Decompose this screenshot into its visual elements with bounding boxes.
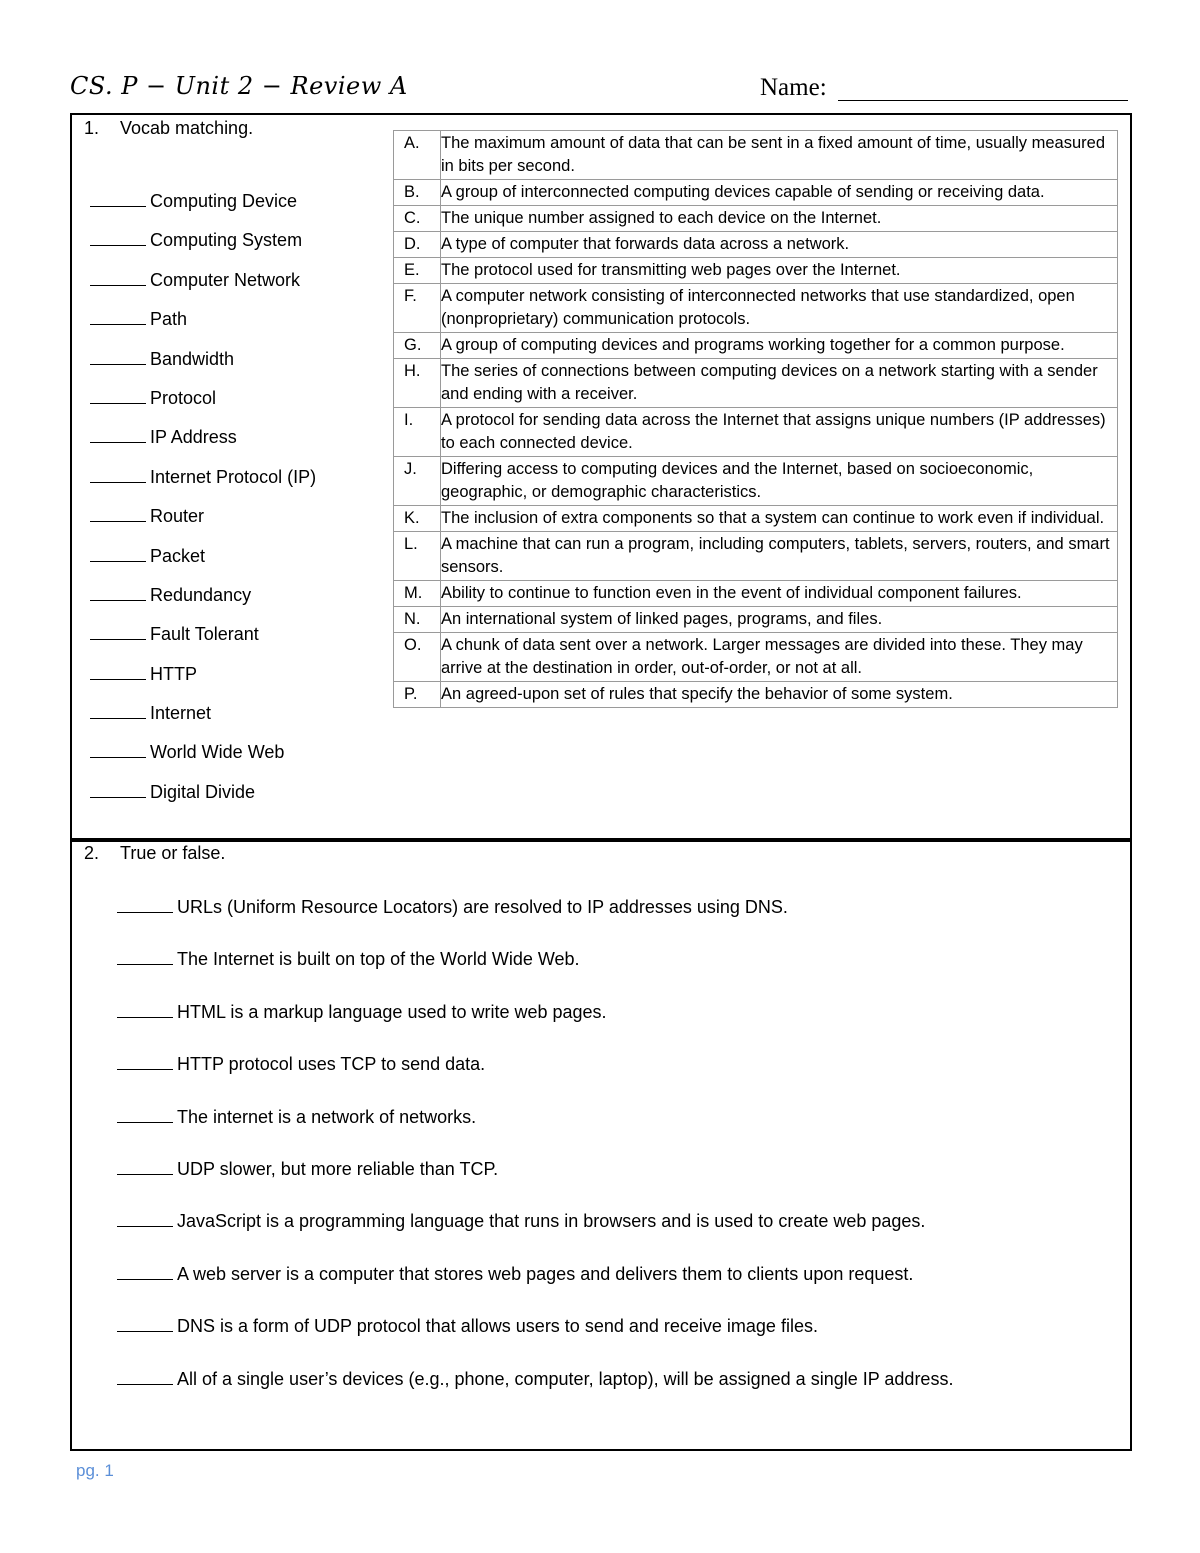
worksheet-title: CS. P − Unit 2 − Review A <box>70 72 408 100</box>
statement-text: DNS is a form of UDP protocol that allows users to send and receive image files. <box>177 1316 818 1337</box>
vocab-term-label: IP Address <box>150 427 237 448</box>
statement-text: The internet is a network of networks. <box>177 1106 477 1127</box>
definition-text: The protocol used for transmitting web pages over the Internet. <box>441 258 1118 284</box>
definition-text: A chunk of data sent over a network. Larger messages are divided into these. They may arrive at the destination in order, out-of-order, or not at all. <box>441 633 1118 682</box>
statement-text: URLs (Uniform Resource Locators) are resolved to IP addresses using DNS. <box>177 897 788 917</box>
vocab-term-item <box>90 660 316 699</box>
answer-blank[interactable] <box>117 1122 173 1123</box>
answer-blank[interactable] <box>90 600 146 601</box>
vocab-term-label: Protocol <box>150 387 217 408</box>
answer-blank[interactable] <box>90 561 146 562</box>
vocab-term-list <box>90 187 316 817</box>
vocab-term-item <box>90 345 316 384</box>
answer-blank[interactable] <box>90 521 146 522</box>
vocab-term-item <box>90 738 316 777</box>
true-false-list <box>117 895 953 1419</box>
page-number: pg. 1 <box>76 1461 114 1480</box>
statement-text: A web server is a computer that stores web pages and delivers them to clients upon request. <box>177 1263 914 1284</box>
definition-letter: P. <box>394 682 441 708</box>
vocab-term-item <box>90 699 316 738</box>
definition-text: A machine that can run a program, including computers, tablets, servers, routers, and smart sensors. <box>441 532 1118 581</box>
vocab-term-item <box>90 423 316 462</box>
definition-row <box>394 408 1118 457</box>
definition-letter: N. <box>394 607 441 633</box>
true-false-item <box>117 947 953 999</box>
answer-blank[interactable] <box>90 679 146 680</box>
answer-blank[interactable] <box>90 639 146 640</box>
answer-blank[interactable] <box>117 1331 173 1332</box>
definition-letter: O. <box>394 633 441 682</box>
answer-blank[interactable] <box>117 1017 173 1018</box>
definition-row <box>394 359 1118 408</box>
answer-blank[interactable] <box>90 245 146 246</box>
answer-blank[interactable] <box>90 757 146 758</box>
question-number: 2. <box>84 843 100 863</box>
definition-row <box>394 532 1118 581</box>
answer-blank[interactable] <box>117 1279 173 1280</box>
vocab-term-label: Internet Protocol (IP) <box>150 466 317 487</box>
definition-text: A group of computing devices and programs working together for a common purpose. <box>441 333 1118 359</box>
vocab-term-label: Router <box>150 506 205 527</box>
vocab-term-item <box>90 581 316 620</box>
answer-blank[interactable] <box>117 1174 173 1175</box>
question-number: 1. <box>84 118 100 138</box>
name-label: Name: <box>760 74 827 101</box>
true-false-item <box>117 1367 953 1419</box>
definition-letter: G. <box>394 333 441 359</box>
definition-letter: K. <box>394 506 441 532</box>
definition-letter: L. <box>394 532 441 581</box>
definition-row <box>394 284 1118 333</box>
definition-row <box>394 206 1118 232</box>
vocab-term-label: HTTP <box>150 663 197 684</box>
definition-letter: I. <box>394 408 441 457</box>
answer-blank[interactable] <box>90 403 146 404</box>
true-false-item <box>117 1209 953 1261</box>
vocab-term-label: Fault Tolerant <box>150 624 259 645</box>
definition-row <box>394 506 1118 532</box>
answer-blank[interactable] <box>117 912 173 913</box>
statement-text: HTTP protocol uses TCP to send data. <box>177 1054 486 1075</box>
vocab-term-item <box>90 384 316 423</box>
vocab-term-item <box>90 305 316 344</box>
vocab-term-label: Computing Device <box>150 191 298 211</box>
answer-blank[interactable] <box>90 324 146 325</box>
definition-row <box>394 258 1118 284</box>
vocab-term-label: Path <box>150 309 188 330</box>
definition-text: The maximum amount of data that can be sent in a fixed amount of time, usually measured in bits per second. <box>441 131 1118 180</box>
answer-blank[interactable] <box>90 442 146 443</box>
definition-letter: D. <box>394 232 441 258</box>
definition-text: An agreed-upon set of rules that specify the behavior of some system. <box>441 682 1118 708</box>
statement-text: The Internet is built on top of the World Wide Web. <box>177 949 580 970</box>
answer-blank[interactable] <box>90 797 146 798</box>
definition-text: The series of connections between computing devices on a network starting with a sender and ending with a receiver. <box>441 359 1118 408</box>
answer-blank[interactable] <box>90 206 146 207</box>
vocab-term-item <box>90 542 316 581</box>
question-heading: Vocab matching. <box>120 118 254 138</box>
vocab-term-item <box>90 620 316 659</box>
vocab-term-label: World Wide Web <box>150 742 285 763</box>
definition-row <box>394 457 1118 506</box>
statement-text: JavaScript is a programming language that runs in browsers and is used to create web pages. <box>177 1211 926 1232</box>
vocab-term-item <box>90 778 316 817</box>
definition-text: A computer network consisting of interconnected networks that use standardized, open (nonproprietary) communication protocols. <box>441 284 1118 333</box>
answer-blank[interactable] <box>90 718 146 719</box>
vocab-term-item <box>90 226 316 265</box>
definition-letter: E. <box>394 258 441 284</box>
answer-blank[interactable] <box>117 964 173 965</box>
true-false-item <box>117 1157 953 1209</box>
answer-blank[interactable] <box>90 364 146 365</box>
vocab-term-item <box>90 187 316 226</box>
true-false-item <box>117 1262 953 1314</box>
definition-row <box>394 682 1118 708</box>
vocab-term-label: Computer Network <box>150 269 301 290</box>
vocab-term-label: Packet <box>150 545 206 566</box>
definition-row <box>394 232 1118 258</box>
definition-letter: J. <box>394 457 441 506</box>
definition-text: The inclusion of extra components so that a system can continue to work even if individual. <box>441 506 1118 532</box>
statement-text: All of a single user’s devices (e.g., phone, computer, laptop), will be assigned a single IP address. <box>177 1368 954 1389</box>
vocab-term-label: Internet <box>150 703 212 724</box>
definition-text: A group of interconnected computing devices capable of sending or receiving data. <box>441 180 1118 206</box>
statement-text: HTML is a markup language used to write web pages. <box>177 1001 607 1022</box>
name-blank-line[interactable] <box>838 100 1128 101</box>
true-false-heading <box>72 843 225 864</box>
statement-text: UDP slower, but more reliable than TCP. <box>177 1158 499 1179</box>
definition-letter: F. <box>394 284 441 333</box>
answer-blank[interactable] <box>117 1226 173 1227</box>
definition-row <box>394 581 1118 607</box>
answer-blank[interactable] <box>90 482 146 483</box>
definition-text: Differing access to computing devices and the Internet, based on socioeconomic, geographic, or demographic characteristics. <box>441 457 1118 506</box>
answer-blank[interactable] <box>117 1384 173 1385</box>
definition-text: Ability to continue to function even in the event of individual component failures. <box>441 581 1118 607</box>
true-false-item <box>117 895 953 947</box>
vocab-heading <box>72 118 253 139</box>
definition-letter: A. <box>394 131 441 180</box>
definition-row <box>394 180 1118 206</box>
vocab-term-label: Computing System <box>150 230 303 251</box>
answer-blank[interactable] <box>90 285 146 286</box>
definition-row <box>394 607 1118 633</box>
vocab-term-label: Bandwidth <box>150 348 235 369</box>
definition-text: An international system of linked pages, programs, and files. <box>441 607 1118 633</box>
answer-blank[interactable] <box>117 1069 173 1070</box>
vocab-term-item <box>90 463 316 502</box>
definition-text: A protocol for sending data across the Internet that assigns unique numbers (IP addresses) to each connected device. <box>441 408 1118 457</box>
vocab-term-item <box>90 266 316 305</box>
question-heading: True or false. <box>120 843 226 863</box>
true-false-item <box>117 1000 953 1052</box>
definition-table <box>393 130 1118 708</box>
definition-text: A type of computer that forwards data across a network. <box>441 232 1118 258</box>
definition-letter: M. <box>394 581 441 607</box>
definition-row <box>394 131 1118 180</box>
vocab-term-item <box>90 502 316 541</box>
definition-row <box>394 333 1118 359</box>
true-false-item <box>117 1052 953 1104</box>
definition-letter: H. <box>394 359 441 408</box>
definition-text: The unique number assigned to each device on the Internet. <box>441 206 1118 232</box>
definition-letter: C. <box>394 206 441 232</box>
true-false-item <box>117 1105 953 1157</box>
vocab-term-label: Digital Divide <box>150 781 256 802</box>
definition-row <box>394 633 1118 682</box>
true-false-item <box>117 1314 953 1366</box>
vocab-term-label: Redundancy <box>150 584 252 605</box>
definition-letter: B. <box>394 180 441 206</box>
